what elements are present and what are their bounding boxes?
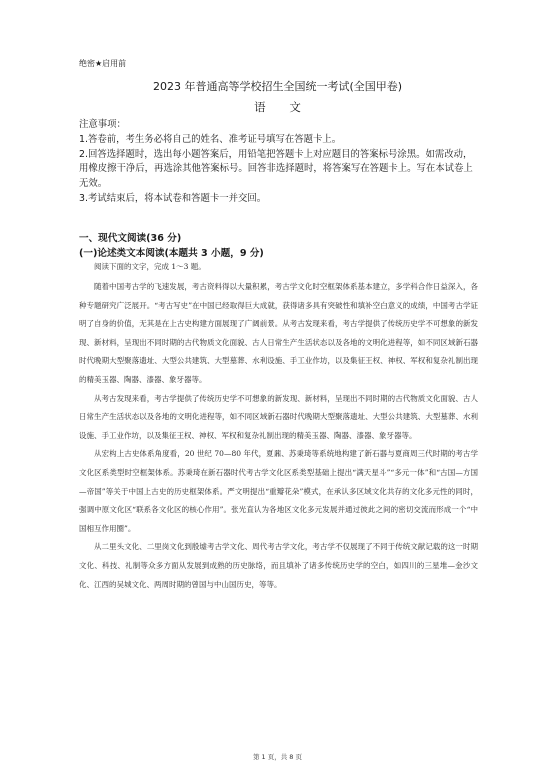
section-heading: 一、现代文阅读(36 分): [79, 233, 182, 244]
section-subheading: (一)论述类文本阅读(本题共 3 小题，9 分): [79, 248, 264, 259]
passage-paragraph-1: 随着中国考古学的飞速发展，考古资料得以大量积累，考古学文化时空框架体系基本建立，多学科合作日益深入，各种专题研究广泛展开。“考古写史”在中国已经取得巨大成就，获得诸多具有突破性和填补空白意义的成绩，中国考古学证明了自身的价值，无其是在上古史构建方面展现了广阔前景。从考古发现来看，考古学提供了传统历史学不可想象的新发现、新材料，呈现出不同时期的古代物质文化面貌、古人日常生产生活状态以及各地的文明化进程等，如不同区域新石器时代晚期大型聚落遗址、大型公共建筑、大型墓葬、水利设施、手工业作坊，以及集征王权、神权、军权和复杂礼制出现的精美玉器、陶器、漆器、象牙器等。: [79, 282, 478, 384]
notice-item-2: 2.回答选择题时，选出每小题答案后，用铅笔把答题卡上对应题目的答案标号涂黑。如需改动，用橡皮擦干净后，再选涂其他答案标号。回答非选择题时，将答案写在答题卡上。写在本试卷上无效。: [79, 148, 473, 190]
passage-paragraph-4: 从二里头文化、二里岗文化到殷墟考古学文化、周代考古学文化，考古学不仅展现了不同于传统文献记载的这一时期文化、科技、礼制等众多方面从发展到成熟的历史脉络，而且填补了诸多传统历史学的空白，如四川的三星堆—金沙文化、江西的吴城文化、两周时期的曾国与中山国历史，等等。: [79, 542, 478, 589]
passage-paragraph-3: 从宏构上古史体系角度看，20 世纪 70—80 年代，夏鼐、苏秉琦等系统地构建了新石器与夏商周三代时期的考古学文化区系类型时空框架体系。苏秉琦在新石器时代考古学文化区系类型基础上提出“满天星斗”“多元一体”和“古国—方国—帝国”等关于中国上古史的历史框架体系。严文明提出“重瓣花朵”模式，在承认多区域文化共存的文化多元性的同时，强调中原文化区“联系各文化区的核心作用”。张光直认为各地区文化多元发展并通过彼此之间的密切交流而形成一个“中国相互作用圈”。: [79, 449, 478, 533]
notice-heading: 注意事项：: [79, 119, 126, 130]
notice-item-3: 3.考试结束后，将本试卷和答题卡一并交回。: [79, 192, 267, 204]
secret-label: 绝密★启用前: [79, 59, 127, 68]
notice-block: [79, 118, 479, 207]
reading-passage: [79, 260, 478, 594]
passage-paragraph-2: 从考古发现来看，考古学提供了传统历史学不可想象的新发现、新材料，呈现出不同时期的古代物质文化面貌、古人日常生产生活状态以及各地的文明化进程等，如不同区域新石器时代晚期大型聚落遗址、大型公共建筑、大型墓葬、水利设施、手工业作坊，以及集征王权、神权、军权和复杂礼制出现的精美玉器、陶器、漆器、象牙器等。: [79, 393, 478, 440]
reading-instruction: 阅读下面的文字，完成 1～3 题。: [94, 262, 206, 271]
page-footer: 第 1 页，共 8 页: [252, 753, 303, 761]
subject-title: 语 文: [254, 100, 311, 114]
notice-item-1: 1.答卷前，考生务必将自己的姓名、准考证号填写在答题卡上。: [79, 133, 342, 145]
exam-title: 2023 年普通高等学校招生全国统一考试(全国甲卷): [152, 80, 403, 93]
